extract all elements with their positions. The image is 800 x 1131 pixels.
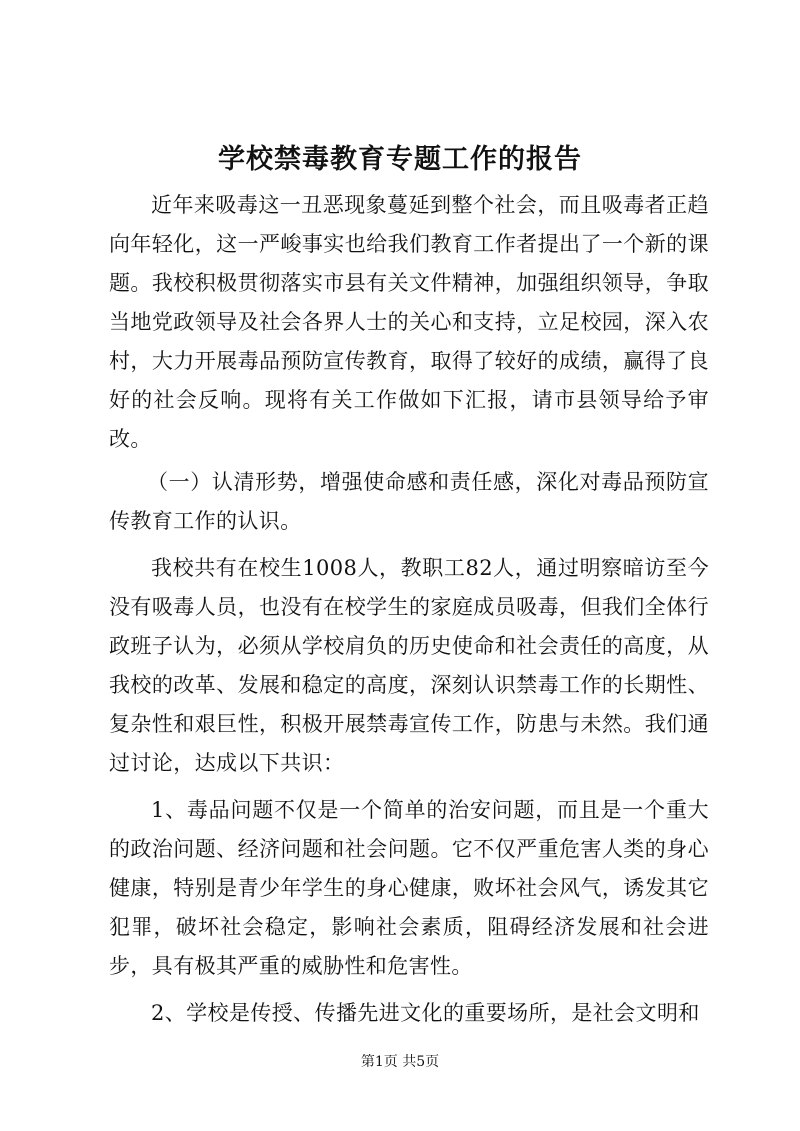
paragraph-point-1: 1、毒品问题不仅是一个简单的治安问题，而且是一个重大的政治问题、经济问题和社会问题。它不仅严重危害人类的身心健康，特别是青少年学生的身心健康，败坏社会风气，诱发其它犯罪，破坏社会稳定，影响社会素质，阻碍经济发展和社会进步，具有极其严重的威胁性和危害性。 — [109, 798, 709, 978]
document-body — [109, 186, 709, 1033]
page-footer: 第1页 共5页 — [360, 1054, 440, 1070]
paragraph-intro: 近年来吸毒这一丑恶现象蔓延到整个社会，而且吸毒者正趋向年轻化，这一严峻事实也给我们教育工作者提出了一个新的课题。我校积极贯彻落实市县有关文件精神，加强组织领导，争取当地党政领导及社会各界人士的关心和支持，立足校园，深入农村，大力开展毒品预防宣传教育，取得了较好的成绩，赢得了良好的社会反响。现将有关工作做如下汇报，请市县领导给予审改。 — [109, 193, 709, 451]
document-title: 学校禁毒教育专题工作的报告 — [218, 144, 582, 175]
paragraph-school-overview: 我校共有在校生1008人，教职工82人，通过明察暗访至今没有吸毒人员，也没有在校学生的家庭成员吸毒，但我们全体行政班子认为，必须从学校肩负的历史使命和社会责任的高度，从我校的改革、发展和稳定的高度，深刻认识禁毒工作的长期性、复杂性和艰巨性，积极开展禁毒宣传工作，防患与未然。我们通过讨论，达成以下共识： — [109, 556, 709, 775]
paragraph-point-2: 2、学校是传授、传播先进文化的重要场所，是社会文明和 — [151, 1001, 700, 1025]
paragraph-section-heading: （一）认清形势，增强使命感和责任感，深化对毒品预防宣传教育工作的认识。 — [109, 470, 709, 533]
